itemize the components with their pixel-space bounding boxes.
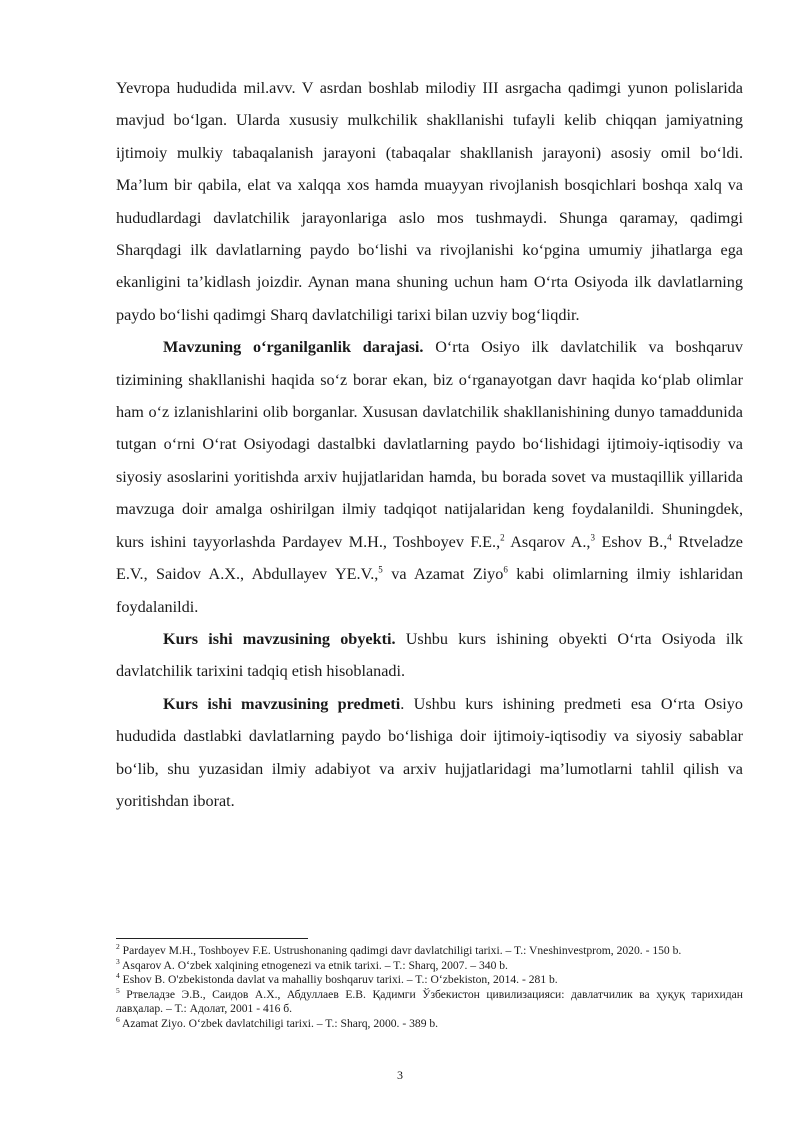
body-text bbox=[116, 72, 743, 817]
footnote-number: 6 bbox=[116, 1015, 120, 1025]
study-level-text-a: O‘rta Osiyo ilk davlatchilik va boshqaruv tizimining shakllanishi haqida so‘z borar ekan, biz o‘rganayotgan davr haqida ko‘plab olimlar ham o‘z izlanishlarini olib borganlar. Xususan davlatchilik shakllanishining dunyo tamaddunida tutgan o‘rni O‘rat Osiyodagi dastalbki davlatlarning paydo bo‘lishidagi ijtimoiy-iqtisodiy va siyosiy asoslarini yoritishda arxiv hujjatlaridan hamda, bu borada sovet va mustaqillik yillarida mavzuga doir amalga oshirilgan ilmiy tadqiqot natijalaridan keng foydalanildi. Shuningdek, kurs ishini tayyorlashda Pardayev M.H., Toshboyev F.E., bbox=[116, 338, 743, 551]
footnote-item bbox=[116, 956, 743, 974]
paragraph-intro: Yevropa hududida mil.avv. V asrdan boshlab milodiy III asrgacha qadimgi yunon polislarida mavjud bo‘lgan. Ularda xususiy mulkchilik shakllanishi tufayli kelib chiqqan jamiyatning ijtimoiy mulkiy tabaqalanish jarayoni (tabaqalar shakllanish jarayoni) asosiy omil bo‘ldi. Ma’lum bir qabila, elat va xalqqa xos hamda muayyan rivojlanish bosqichlari boshqa xalq va hududlardagi davlatchilik jarayonlariga aslo mos tushmaydi. Shunga qaramay, qadimgi Sharqdagi ilk davlatlarning paydo bo‘lishi va rivojlanishi ko‘pgina umumiy jihatlarga ega ekanligini ta’kidlash joizdir. Aynan mana shuning uchun ham O‘rta Osiyoda ilk davlatlarning paydo bo‘lishi qadimgi Sharq davlatchiligi tarixi bilan uzviy bog‘liqdir. bbox=[116, 79, 743, 324]
footnote-item bbox=[116, 973, 743, 988]
footnote-ref-5[interactable]: 5 bbox=[378, 564, 383, 575]
paragraph-subject bbox=[116, 688, 743, 818]
study-level-text-c: Eshov B., bbox=[594, 532, 668, 551]
footnote-text: Asqarov A. O‘zbek xalqining etnogenezi va etnik tarixi. – T.: Sharq, 2007. – 340 b. bbox=[119, 958, 508, 972]
footnote-ref-3[interactable]: 3 bbox=[590, 532, 595, 543]
footnote-item bbox=[116, 985, 743, 1017]
page-number: 3 bbox=[397, 1068, 403, 1082]
footnote-text: Ртвеладзе Э.В., Саидов А.Х., Абдуллаев Е.В. Қадимги Ўзбекистон цивилизацияси: давлатчилик ва ҳуқуқ тарихидан лавҳалар. – Т.: Адолат, 2001 - 416 б. bbox=[116, 987, 743, 1016]
footnote-text: Eshov B. O'zbekistonda davlat va mahalliy boshqaruv tarixi. – T.: O‘zbekiston, 2014. - 281 b. bbox=[119, 973, 558, 987]
footnote-number: 3 bbox=[116, 956, 120, 966]
study-level-text-b: Asqarov A., bbox=[504, 532, 591, 551]
study-level-text-e: va Azamat Ziyo bbox=[382, 565, 504, 584]
heading-subject: Kurs ishi mavzusining predmeti bbox=[163, 694, 401, 713]
paragraph-study-level bbox=[116, 331, 743, 623]
footnote-number: 2 bbox=[116, 942, 120, 952]
paragraph-object bbox=[116, 623, 743, 688]
subject-text: . Ushbu kurs ishining predmeti esa O‘rta Osiyo hududida dastlabki davlatlarning paydo bo‘lishiga doir ijtimoiy-iqtisodiy va siyosiy sabablar bo‘lib, shu yuzasidan ilmiy adabiyot va arxiv hujjatlaridagi ma’lumotlarni tahlil qilish va yoritishdan iborat. bbox=[116, 694, 743, 810]
footnote-number: 4 bbox=[116, 971, 120, 981]
study-level-text-d: Rtveladze E.V., Saidov A.X., Abdullayev YE.V., bbox=[116, 532, 743, 584]
footnote-text: Azamat Ziyo. O‘zbek davlatchiligi tarixi. – T.: Sharq, 2000. - 389 b. bbox=[119, 1016, 439, 1030]
footnote-separator bbox=[116, 938, 308, 939]
footnote-number: 5 bbox=[116, 985, 120, 995]
footnote-item bbox=[116, 944, 743, 959]
footnote-ref-4[interactable]: 4 bbox=[667, 532, 672, 543]
footnote-item bbox=[116, 1017, 743, 1032]
object-text: Ushbu kurs ishining obyekti O‘rta Osiyoda ilk davlatchilik tarixini tadqiq etish hisoblanadi. bbox=[116, 629, 743, 681]
heading-study-level: Mavzuning o‘rganilganlik darajasi. bbox=[163, 338, 424, 357]
footnote-ref-2[interactable]: 2 bbox=[500, 532, 505, 543]
footnote-ref-6[interactable]: 6 bbox=[503, 564, 508, 575]
footnote-text: Pardayev M.H., Toshboyev F.E. Ustrushonaning qadimgi davr davlatchiligi tarixi. – T.: Vneshinvestprom, 2020. - 150 b. bbox=[119, 944, 682, 957]
footnotes bbox=[116, 944, 743, 1032]
study-level-text-f: kabi olimlarning ilmiy ishlaridan foydalanildi. bbox=[116, 565, 743, 616]
heading-object: Kurs ishi mavzusining obyekti. bbox=[163, 629, 396, 648]
